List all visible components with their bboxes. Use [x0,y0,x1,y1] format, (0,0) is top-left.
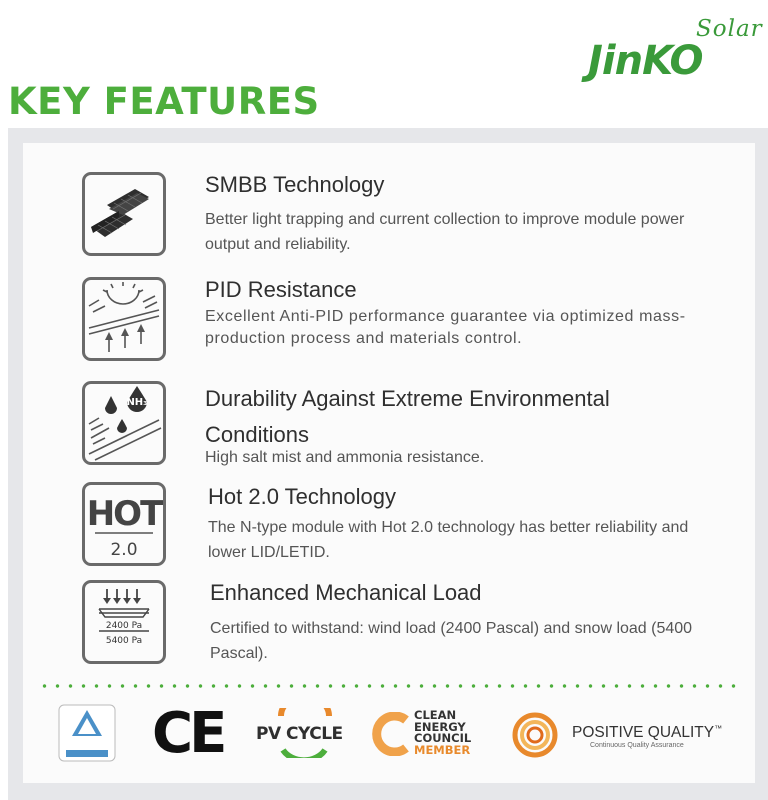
positive-quality-logo [510,710,560,760]
feature-desc-durability: High salt mist and ammonia resistance. [205,449,485,466]
positive-quality-subtitle: Continuous Quality Assurance [590,742,684,749]
cec-line-2: ENERGY [414,719,466,734]
feature-desc-mechanical: Certified to withstand: wind load (2400 Pascal) and snow load (5400 Pascal). [210,620,693,662]
feature-title-mechanical: Enhanced Mechanical Load [210,580,482,605]
logo-wordmark: JinKO [588,38,703,84]
feature-title-durability [205,381,675,453]
dotted-divider [38,683,740,689]
cec-line-4: MEMBER [414,742,471,757]
feature-title-hot: Hot 2.0 Technology [208,484,396,509]
feature-desc-hot: The N-type module with Hot 2.0 technology has better reliability and lower LID/LETID. [208,519,689,561]
jinko-solar-logo [588,8,763,84]
solar-panel-icon [82,172,166,256]
feature-title-pid: PID Resistance [205,277,357,302]
pv-cycle-text: PV CYCLE [256,724,343,744]
hot-version-label: 2.0 [110,540,138,560]
nh3-label: NH₃ [126,397,148,408]
feature-title-smbb: SMBB Technology [205,172,385,197]
cec-line-3: COUNCIL [414,731,472,745]
positive-quality-text [572,724,722,742]
tuv-rheinland-logo [56,702,118,764]
trademark-mark: ™ [714,724,723,733]
feature-desc-pid: Excellent Anti-PID performance guarantee via optimized mass-production process and materials control. [205,308,686,347]
positive-quality-name: POSITIVE QUALITY [572,724,715,742]
pid-resistance-icon [82,277,166,361]
clean-energy-council-logo [372,712,412,756]
hot-label: HOT [86,494,162,534]
hot-icon [82,482,166,566]
ce-mark: CE [152,701,224,766]
mechanical-load-icon [82,580,166,664]
page-heading: KEY FEATURES [8,80,320,123]
salt-ammonia-icon [82,381,166,465]
feature-title-durability-text: Durability Against Extreme Environmental Conditions [205,386,610,447]
cec-line-1: CLEAN [414,708,457,722]
clean-energy-council-text [414,710,471,756]
wind-load-label: 2400 Pa [105,621,143,631]
snow-load-label: 5400 Pa [105,636,143,646]
feature-desc-smbb: Better light trapping and current collection to improve module power output and reliability. [205,211,685,253]
logo-tagline: Solar [696,16,763,42]
